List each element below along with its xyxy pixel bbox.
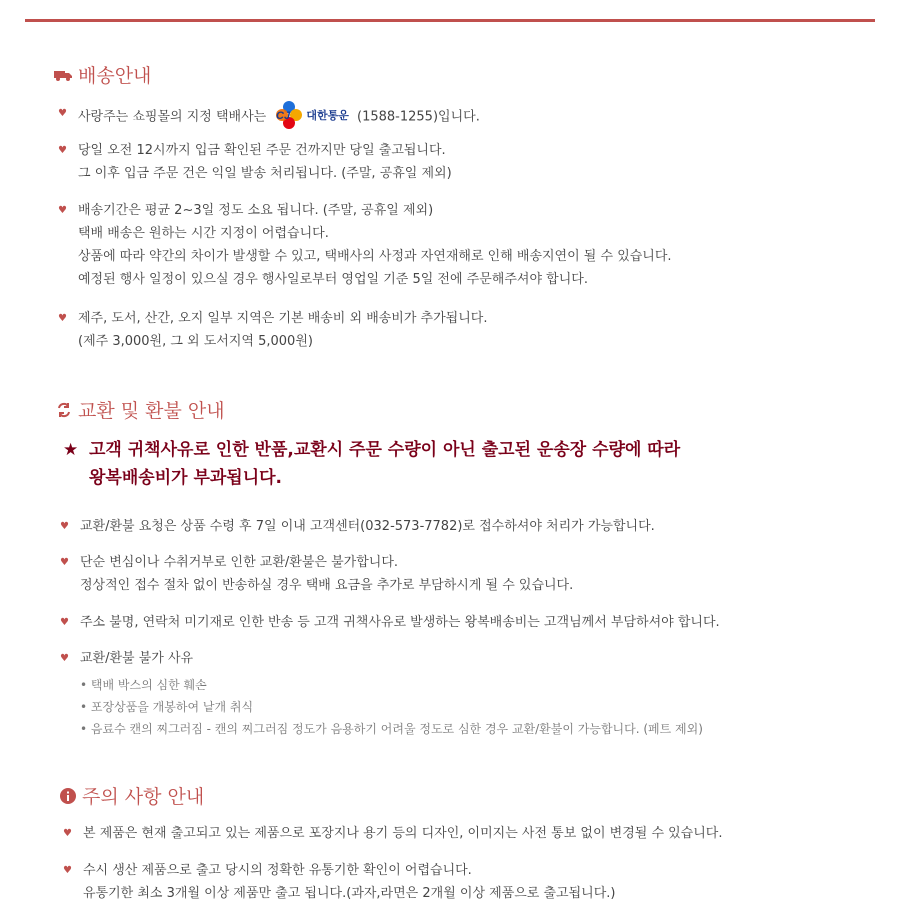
heart-bullet-icon: ♥ bbox=[63, 828, 72, 839]
list-item: ♥ 수시 생산 제품으로 출고 당시의 정확한 유통기한 확인이 어렵습니다. 유통기한 최소 3개월 이상 제품만 출고 됩니다.(과자,라면은 2개월 이상 제품으로 출고됩니다.) bbox=[83, 859, 616, 905]
list-item: ♥ 본 제품은 현재 출고되고 있는 제품으로 포장지나 용기 등의 디자인, 이미지는 사전 통보 없이 변경될 수 있습니다. bbox=[83, 822, 723, 845]
star-icon: ★ bbox=[63, 440, 79, 460]
shipping-section-title bbox=[54, 61, 151, 88]
svg-text:CJ: CJ bbox=[276, 110, 291, 122]
list-item: ♥ 당일 오전 12시까지 입금 확인된 주문 건까지만 당일 출고됩니다. 그 이후 입금 주문 건은 익일 발송 처리됩니다. (주말, 공휴일 제외) bbox=[78, 139, 452, 185]
list-item: ♥ 주소 불명, 연락처 미기재로 인한 반송 등 고객 귀책사유로 발생하는 왕복배송비는 고객님께서 부담하셔야 합니다. bbox=[80, 611, 720, 634]
caution-section-title bbox=[60, 782, 204, 809]
heart-bullet-icon: ♥ bbox=[58, 313, 67, 324]
sub-item: • 택배 박스의 심한 훼손 bbox=[80, 678, 207, 692]
list-item: ♥ 교환/환불 불가 사유 bbox=[80, 647, 193, 670]
info-icon bbox=[60, 788, 76, 804]
heart-bullet-icon: ♥ bbox=[60, 557, 69, 568]
list-item: ♥ 사랑주는 쇼핑몰의 지정 택배사는 CJ 대한통운 (1588-1255)입니다. bbox=[78, 102, 480, 132]
refresh-icon bbox=[56, 402, 72, 418]
heart-bullet-icon: ♥ bbox=[58, 205, 67, 216]
list-item: ♥ 제주, 도서, 산간, 오지 일부 지역은 기본 배송비 외 배송비가 추가됩니다. (제주 3,000원, 그 외 도서지역 5,000원) bbox=[78, 307, 487, 353]
heart-bullet-icon: ♥ bbox=[58, 108, 67, 119]
cj-logo-mark-icon bbox=[274, 100, 304, 130]
list-item: ♥ 교환/환불 요청은 상품 수령 후 7일 이내 고객센터(032-573-7782)로 접수하셔야 처리가 가능합니다. bbox=[80, 515, 655, 538]
cj-logo: CJ 대한통운 bbox=[274, 100, 349, 130]
heart-bullet-icon: ♥ bbox=[58, 145, 67, 156]
truck-icon bbox=[54, 69, 72, 81]
heart-bullet-icon: ♥ bbox=[60, 653, 69, 664]
heart-bullet-icon: ♥ bbox=[60, 521, 69, 532]
list-item: ♥ 배송기간은 평균 2~3일 정도 소요 됩니다. (주말, 공휴일 제외) 택배 배송은 원하는 시간 지정이 어렵습니다. 상품에 따라 약간의 차이가 발생할 수 있고, 택배사의 사정과 자연재해로 인해 배송지연이 될 수 있습니다. 예정된 행사 일정이 있으실 경우 행사일로부터 영업일 기준 5일 전에 주문해주셔야 합니다. bbox=[78, 199, 672, 291]
exchange-notice: ★ 고객 귀책사유로 인한 반품,교환시 주문 수량이 아닌 출고된 운송장 수량에 따라 왕복배송비가 부과됩니다. bbox=[63, 436, 680, 492]
sub-item: • 포장상품을 개봉하여 낱개 취식 bbox=[80, 700, 254, 714]
caution-title-text: 주의 사항 안내 bbox=[82, 786, 205, 808]
heart-bullet-icon: ♥ bbox=[63, 865, 72, 876]
heart-bullet-icon: ♥ bbox=[60, 617, 69, 628]
exchange-section-title bbox=[56, 396, 225, 423]
exchange-title-text: 교환 및 환불 안내 bbox=[78, 400, 225, 422]
list-item: ♥ 단순 변심이나 수취거부로 인한 교환/환불은 불가합니다. 정상적인 접수 절차 없이 반송하실 경우 택배 요금을 추가로 부담하시게 될 수 있습니다. bbox=[80, 551, 573, 597]
shipping-title-text: 배송안내 bbox=[78, 65, 152, 87]
sub-item: • 음료수 캔의 찌그러짐 - 캔의 찌그러짐 정도가 음용하기 어려울 정도로 심한 경우 교환/환불이 가능합니다. (페트 제외) bbox=[80, 722, 703, 736]
top-divider bbox=[25, 19, 875, 22]
